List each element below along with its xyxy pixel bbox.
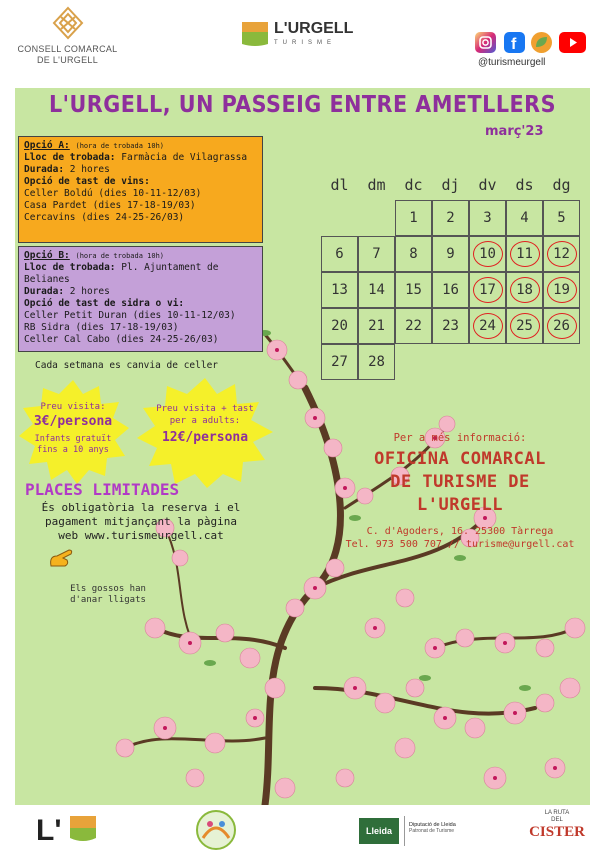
ruta-cister-logo: LA RUTA DEL CISTER [529,810,585,840]
price2-label-line1: Preu visita + tast [156,404,254,414]
calendar [321,176,585,408]
brand-sub: TURISME [274,40,336,46]
option-a-note: (hora de trobada 10h) [75,142,165,150]
calendar-day-cell [432,344,469,380]
option-b-item: RB Sidra (dies 17-18-19/03) [24,322,179,333]
leaf-icon[interactable] [531,32,552,53]
calendar-day-cell: 17 [469,272,506,308]
option-b-note: (hora de trobada 10h) [75,252,165,260]
places-limitades: PLACES LIMITADES [25,480,180,499]
option-a-item: Cercavins (dies 24-25-26/03) [24,212,185,223]
calendar-day-cell: 21 [358,308,395,344]
diputacio-logo: Diputació de Lleida Patronat de Turisme [404,816,460,846]
dogs-line2: d'anar lligats [70,595,146,605]
office-line1: OFICINA COMARCAL [374,449,546,469]
calendar-day-cell: 23 [432,308,469,344]
lleida-logo: Lleida [359,818,399,844]
urgell-logo-icon [240,18,270,48]
calendar-day-cell: 13 [321,272,358,308]
calendar-day-cell: 24 [469,308,506,344]
burst-shape-icon [17,380,129,484]
svg-text:f: f [511,36,517,53]
instagram-icon[interactable] [475,32,496,53]
calendar-day-cell: 22 [395,308,432,344]
reserva-line1: És obligatòria la reserva i el [41,501,241,514]
calendar-day-cell: 9 [432,236,469,272]
calendar-day-cell: 11 [506,236,543,272]
option-a-box [18,136,263,243]
price1-note-line1: Infants gratuït [34,434,112,444]
facebook-icon[interactable] [504,32,525,53]
calendar-day-header: dj [441,176,460,194]
info-pre: Per a més informació: [393,432,527,444]
price1-note-line2: fins a 10 anys [37,445,109,455]
calendar-day-cell: 10 [469,236,506,272]
office-line3: L'URGELL [417,495,503,515]
option-b-item: Celler Cal Cabo (dies 24-25-26/03) [24,334,219,345]
poster-subtitle: març'23 [485,124,544,139]
calendar-day-cell: 28 [358,344,395,380]
calendar-day-cell: 2 [432,200,469,236]
price2-value: 12€/persona [161,430,249,445]
calendar-day-cell [543,344,580,380]
calendar-day-cell: 5 [543,200,580,236]
option-a-meeting-value: Farmàcia de Vilagrassa [121,152,248,163]
calendar-day-cell: 1 [395,200,432,236]
price-burst-tasting [137,378,273,488]
option-a-meeting-label: Lloc de trobada: [24,152,116,163]
urgell-turisme-logo [240,18,370,52]
calendar-day-cell: 3 [469,200,506,236]
option-a-duration-value: 2 hores [69,164,110,175]
option-b-duration-label: Durada: [24,286,65,297]
reserva-line3[interactable]: web www.turismeurgell.cat [58,529,224,542]
calendar-day-cell: 18 [506,272,543,308]
social-icons [475,32,587,54]
option-b-item: Celler Petit Duran (dies 10-11-12/03) [24,310,236,321]
pointing-hand-icon [47,546,77,572]
calendar-day-cell: 20 [321,308,358,344]
calendar-day-cell [321,200,358,236]
option-a-tasting-label: Opció de tast de vins: [24,176,150,187]
calendar-day-cell: 14 [358,272,395,308]
consell-emblem-icon [52,6,84,40]
youtube-icon[interactable] [559,32,586,53]
poster-title: L'URGELL, UN PASSEIG ENTRE AMETLLERS [48,92,557,118]
calendar-day-cell: 25 [506,308,543,344]
option-a-duration-label: Durada: [24,164,65,175]
calendar-day-cell: 4 [506,200,543,236]
consell-comarcal-logo [10,4,125,66]
calendar-day-cell [506,344,543,380]
calendar-day-header: dc [404,176,423,194]
celler-note: Cada setmana es canvia de celler [35,360,219,371]
calendar-day-cell: 8 [395,236,432,272]
calendar-day-cell: 15 [395,272,432,308]
reserva-line2: pagament mitjançant la pàgina [44,515,238,528]
calendar-day-cell [395,344,432,380]
lurgell-footer-logo [36,812,100,846]
price-burst-visit [17,380,129,484]
calendar-day-cell [358,200,395,236]
brand-name: L'URGELL [274,20,354,37]
calendar-day-cell: 6 [321,236,358,272]
calendar-day-cell: 16 [432,272,469,308]
calendar-day-header: ds [515,176,534,194]
calendar-day-cell [469,344,506,380]
calendar-day-cell: 19 [543,272,580,308]
calendar-day-header: dl [330,176,349,194]
option-b-tasting-label: Opció de tast de sidra o vi: [24,298,185,309]
office-line2: DE TURISME DE [390,472,530,492]
info-block [345,432,575,551]
reserva-text [23,501,259,543]
calendar-day-cell: 12 [543,236,580,272]
option-b-meeting-label: Lloc de trobada: [24,262,116,273]
org-name-line2: DE L'URGELL [36,55,99,65]
calendar-day-header: dg [552,176,571,194]
option-a-item: Casa Pardet (dies 17-18-19/03) [24,200,196,211]
ruta-logo-icon [193,808,239,852]
option-a-item: Celler Boldú (dies 10-11-12/03) [24,188,202,199]
office-contact[interactable]: Tel. 973 500 707 // turisme@urgell.cat [345,539,575,550]
price1-label: Preu visita: [40,402,106,412]
calendar-day-header: dv [478,176,497,194]
calendar-day-cell: 7 [358,236,395,272]
option-b-meeting-value: Pl. Ajuntament de Belianes [24,262,219,285]
org-name-line1: CONSELL COMARCAL [17,44,118,54]
option-b-box [18,246,263,352]
option-a-label: Opció A: [24,140,70,151]
dogs-line1: Els gossos han [70,584,146,594]
dogs-note [63,584,153,606]
office-address: C. d'Agoders, 16. 25300 Tàrrega [366,526,554,537]
calendar-day-header: dm [367,176,386,194]
calendar-day-cell: 26 [543,308,580,344]
price1-value: 3€/persona [33,414,113,429]
option-b-label: Opció B: [24,250,70,261]
poster [15,88,590,805]
option-b-duration-value: 2 hores [69,286,110,297]
social-handle[interactable]: @turismeurgell [478,57,546,68]
price2-label-line2: per a adults: [169,416,241,426]
svg-text:L': L' [36,814,62,846]
calendar-day-cell: 27 [321,344,358,380]
